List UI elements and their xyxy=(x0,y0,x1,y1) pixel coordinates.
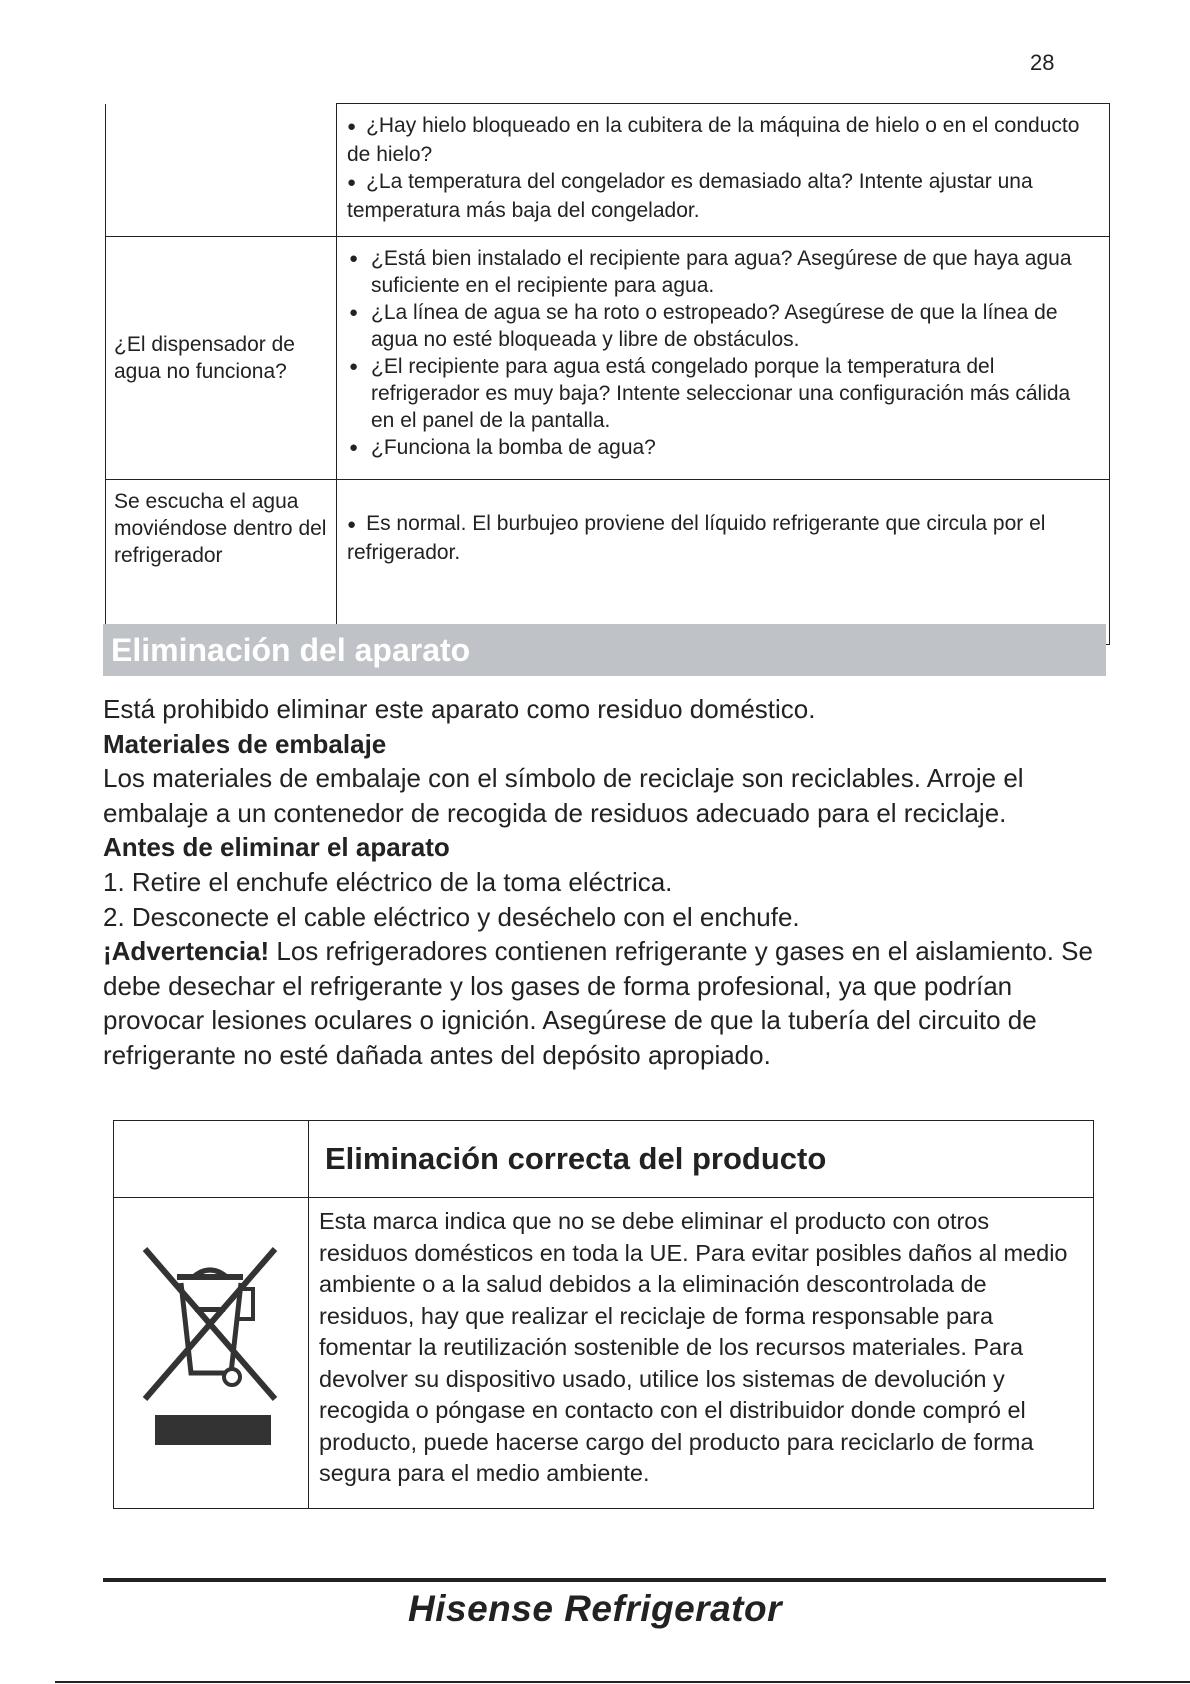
fix-cell xyxy=(337,480,1110,645)
disposal-table xyxy=(113,1120,1094,1509)
warning-label: ¡Advertencia! xyxy=(103,936,270,967)
table-row xyxy=(114,1121,1094,1198)
page-number: 28 xyxy=(1030,50,1055,75)
step-item: 1. Retire el enchufe eléctrico de la toma eléctrica. xyxy=(103,866,673,897)
table-row xyxy=(114,1198,1094,1509)
section-title: Eliminación del aparato xyxy=(111,632,471,668)
cause-cell xyxy=(106,104,337,237)
warning-paragraph xyxy=(103,934,1103,1072)
footer-divider xyxy=(103,1578,1106,1582)
before-disposal-heading: Antes de eliminar el aparato xyxy=(103,832,450,863)
warning-text: Los refrigeradores contienen refrigerante y gases en el aislamiento. Se debe desechar el refrigerante y los gases de forma profesional, ya que podrían provocar lesiones oculares o ignición. Asegúrese de que la tubería del circuito de refrigerante no esté dañada antes del depósito apropiado. xyxy=(103,936,1093,1070)
intro-text: Está prohibido eliminar este aparato como residuo doméstico. xyxy=(103,694,816,724)
crossed-out-wheelie-bin-icon xyxy=(115,1199,307,1501)
fix-item: ● ¿Hay hielo bloqueado en la cubitera de la máquina de hielo o en el conducto de hielo? xyxy=(347,112,1099,168)
fix-cell xyxy=(337,104,1110,237)
fix-cell xyxy=(337,237,1110,480)
table-row xyxy=(106,104,1110,237)
disposal-title: Eliminación correcta del producto xyxy=(325,1141,827,1176)
disposal-text: Esta marca indica que no se debe eliminar el producto con otros residuos domésticos en toda la UE. Para evitar posibles daños al medio ambiente o a la salud debidos a la eliminación descontrolada de residuos, hay que realizar el reciclaje de forma responsable para fomentar la reutilización sostenible de los recursos materiales. Para devolver su dispositivo usado, utilice los sistemas de devolución y recogida o póngase en contacto con el distribuidor donde compró el producto, puede hacerse cargo del producto para reciclarlo de forma segura para el medio ambiente. xyxy=(309,1198,1094,1509)
icon-cell xyxy=(114,1198,309,1509)
section-body xyxy=(103,692,1103,1073)
section-header xyxy=(103,624,1106,676)
fix-item: ● ¿Funciona la bomba de agua? xyxy=(347,434,1099,461)
packaging-text: Los materiales de embalaje con el símbolo de reciclaje son reciclables. Arroje el embalaje a un contenedor de recogida de residuos adecuado para el reciclaje. xyxy=(103,763,1024,828)
brand-footer: Hisense Refrigerator xyxy=(408,1588,782,1629)
packaging-heading: Materiales de embalaje xyxy=(103,728,387,759)
fix-item: ● ¿La temperatura del congelador es demasiado alta? Intente ajustar una temperatura más baja del congelador. xyxy=(347,168,1099,224)
fix-item: ● ¿El recipiente para agua está congelado porque la temperatura del refrigerador es muy baja? Intente seleccionar una configuración más cálida en el panel de la pantalla. xyxy=(347,353,1099,434)
step-item: 2. Desconecte el cable eléctrico y deséchelo con el enchufe. xyxy=(103,901,800,932)
title-cell xyxy=(309,1121,1094,1198)
table-row xyxy=(106,237,1110,480)
fix-item: ● ¿La línea de agua se ha roto o estropeado? Asegúrese de que la línea de agua no esté bloqueada y libre de obstáculos. xyxy=(347,299,1099,353)
cause-cell: Se escucha el agua moviéndose dentro del refrigerador xyxy=(106,480,337,645)
troubleshooting-table xyxy=(105,103,1110,645)
fix-item: ● ¿Está bien instalado el recipiente para agua? Asegúrese de que haya agua suficiente en el recipiente para agua. xyxy=(347,245,1099,299)
table-row xyxy=(106,480,1110,645)
empty-cell xyxy=(114,1121,309,1198)
cause-cell: ¿El dispensador de agua no funciona? xyxy=(106,237,337,480)
fix-item: ● Es normal. El burbujeo proviene del líquido refrigerante que circula por el refrigerador. xyxy=(347,510,1099,566)
bottom-divider xyxy=(55,1681,1190,1683)
